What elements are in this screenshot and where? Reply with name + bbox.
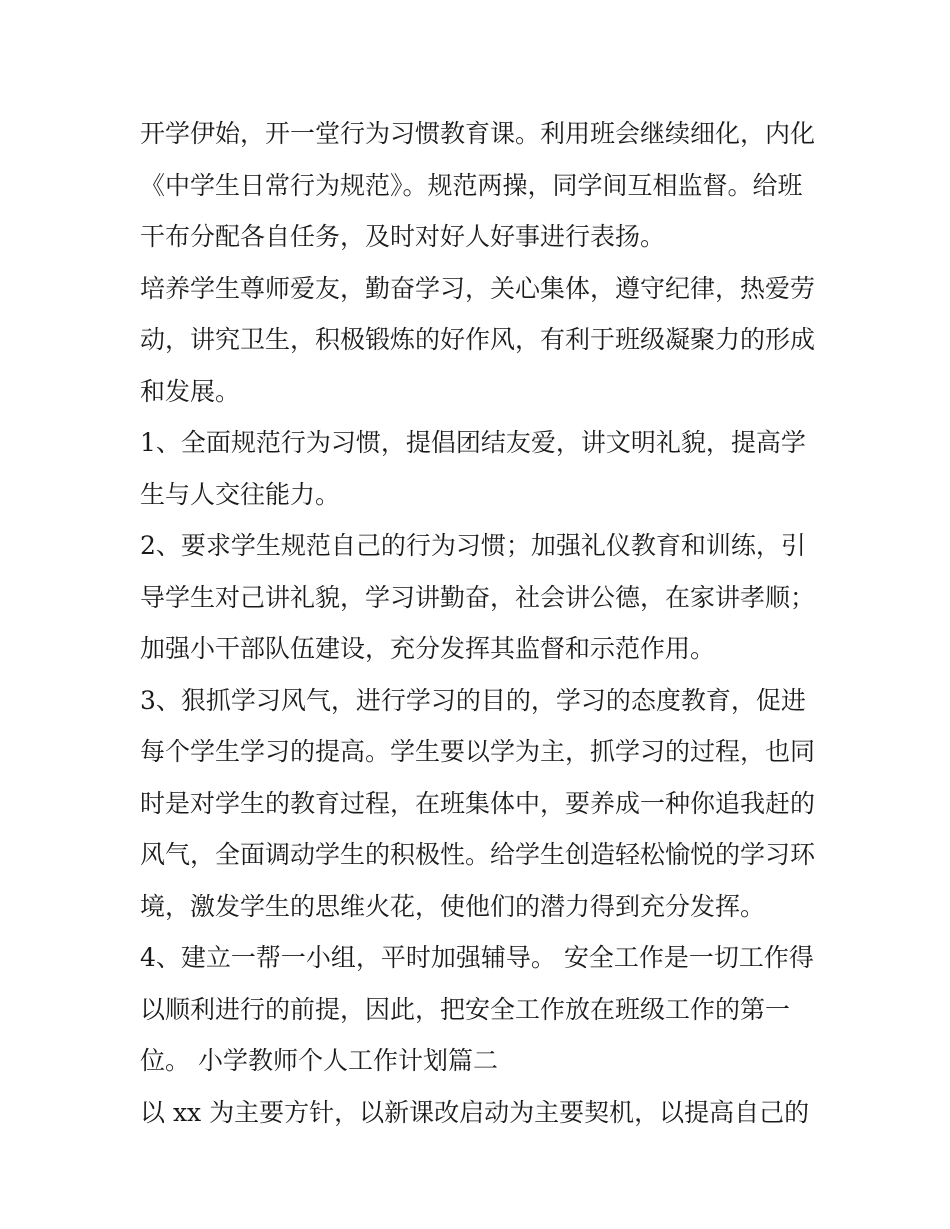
text-line: 以顺利进行的前提，因此，把安全工作放在班级工作的第一 (140, 994, 791, 1024)
text-line: 时是对学生的教育过程，在班集体中，要养成一种你追我赶的 (140, 788, 816, 818)
text-line: 每个学生学习的提高。学生要以学为主，抓学习的过程，也同 (140, 737, 816, 766)
text-line: 和发展。 (140, 376, 241, 406)
text-line: 培养学生尊师爱友，勤奋学习，关心集体，遵守纪律，热爱劳 (140, 273, 816, 303)
text-line: 1、全面规范行为习惯，提倡团结友爱，讲文明礼貌，提高学 (140, 428, 806, 457)
text-line: 《中学生日常行为规范》。规范两操，同学间互相监督。给班 (140, 170, 803, 200)
text-line: 3、狠抓学习风气，进行学习的目的，学习的态度教育，促进 (140, 685, 806, 715)
text-line: 加强小干部队伍建设，充分发挥其监督和示范作用。 (140, 634, 716, 663)
text-line: 2、要求学生规范自己的行为习惯；加强礼仪教育和训练，引 (140, 531, 806, 560)
document-body (140, 108, 820, 1138)
text-line: 导学生对己讲礼貌，学习讲勤奋，社会讲公德，在家讲孝顺； (140, 582, 816, 612)
text-line: 位。 小学教师个人工作计划篇二 (140, 1046, 498, 1075)
text-line: 动，讲究卫生，积极锻炼的好作风，有利于班级凝聚力的形成 (140, 325, 816, 354)
paragraph-cultivate-students (140, 263, 820, 418)
paragraph-item-3 (140, 675, 820, 933)
text-line: 风气，全面调动学生的积极性。给学生创造轻松愉悦的学习环 (140, 840, 816, 869)
text-line: 干布分配各自任务，及时对好人好事进行表扬。 (140, 222, 666, 251)
text-line: 以 xx 为主要方针，以新课改启动为主要契机，以提高自己的 (140, 1097, 810, 1127)
paragraph-item-4 (140, 932, 820, 1087)
text-line: 生与人交往能力。 (140, 479, 341, 509)
text-line: 境，激发学生的思维火花，使他们的潜力得到充分发挥。 (140, 891, 766, 921)
paragraph-item-1 (140, 417, 820, 520)
paragraph-habit-lesson (140, 108, 820, 263)
text-line: 4、建立一帮一小组，平时加强辅导。 安全工作是一切工作得 (140, 943, 814, 972)
text-line: 开学伊始，开一堂行为习惯教育课。利用班会继续细化，内化 (140, 119, 816, 148)
paragraph-plan-two-intro (140, 1087, 820, 1139)
paragraph-item-2 (140, 520, 820, 675)
